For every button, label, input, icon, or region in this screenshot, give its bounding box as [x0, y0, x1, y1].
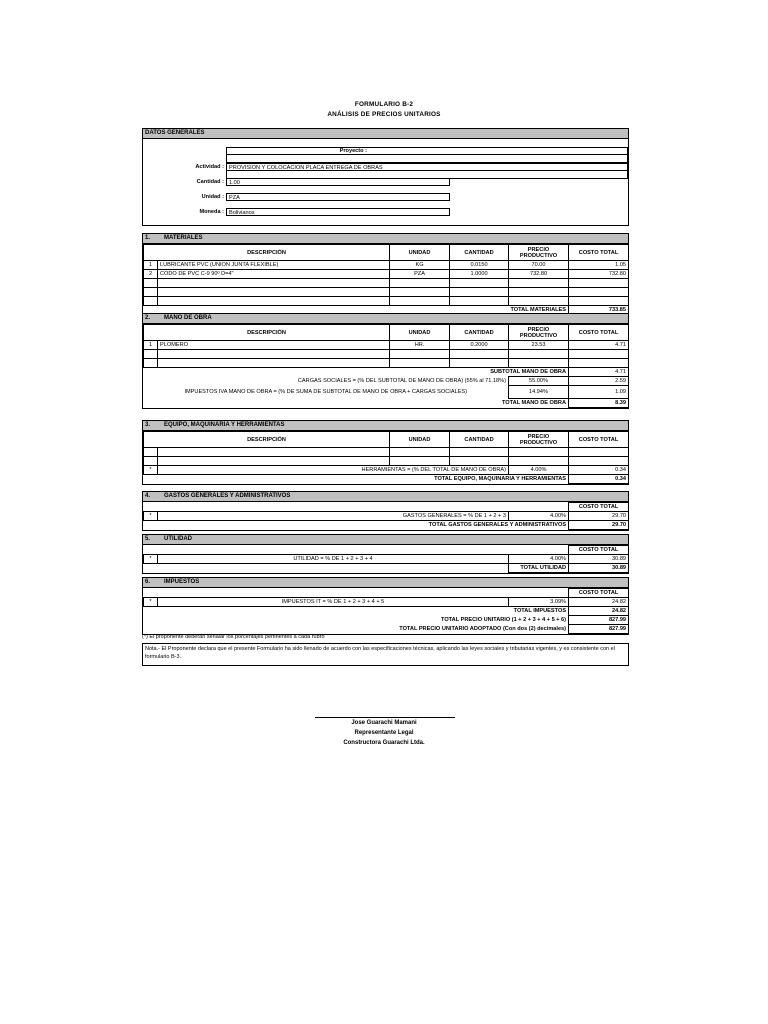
table-row-empty [144, 288, 629, 297]
labor-section [142, 313, 629, 409]
total-row: TOTAL IMPUESTOS 24.82 [144, 607, 629, 616]
signature-line [315, 717, 455, 718]
total-materials-label: TOTAL MATERIALES [510, 306, 567, 313]
overhead-section [142, 491, 629, 531]
table-header-row [144, 245, 629, 261]
currency-field: Bolivianos [226, 208, 450, 216]
section-header: 3. EQUIPO, MAQUINARIA Y HERRAMIENTAS [143, 421, 628, 431]
general-data-section [142, 128, 629, 226]
activity-field: PROVISION Y COLOCACION PLACA ENTREGA DE OBRAS [226, 163, 628, 171]
equipment-table [143, 431, 629, 484]
unit-price-total-row: TOTAL PRECIO UNITARIO (1 + 2 + 3 + 4 + 5 + 6) 827.99 [144, 616, 629, 625]
signer-role: Representante Legal [354, 730, 414, 736]
section-header: 1. MATERIALES [143, 234, 628, 244]
column-header-description: DESCRIPCIÓN [144, 245, 390, 261]
section-header: 4. GASTOS GENERALES Y ADMINISTRATIVOS [143, 492, 628, 502]
signer-name: Jose Guarachi Mamani [351, 720, 417, 726]
table-row-empty [144, 448, 629, 457]
quantity-field: 1.00 [226, 178, 450, 186]
table-row: 1 PLOMERO HR. 0.2000 23.53 4.71 [144, 341, 629, 350]
profit-section [142, 534, 629, 574]
profit-table: COSTO TOTAL * UTILIDAD = % DE 1 + 2 + 3 + 4 4.00% 30.89 TOTAL UTILIDAD 30.89 [143, 545, 629, 573]
column-header-cost: COSTO TOTAL [569, 245, 629, 261]
field-label-moneda: Moneda : [199, 209, 224, 215]
column-header-price: PRECIO PRODUCTIVO [509, 245, 569, 261]
field-label-actividad: Actividad : [195, 164, 224, 170]
total-materials-value: 733.85 [569, 306, 629, 315]
table-row-empty [144, 457, 629, 466]
field-label-unidad: Unidad : [201, 194, 224, 200]
project-field-line-2 [226, 155, 628, 163]
tools-row: * HERRAMIENTAS = (% DEL TOTAL DE MANO DE OBRA) 4.00% 0.34 [144, 466, 629, 475]
column-header-unit: UNIDAD [390, 245, 450, 261]
total-row: TOTAL MANO DE OBRA 8.39 [144, 399, 629, 408]
table-row-empty [144, 279, 629, 288]
overhead-table: COSTO TOTAL * GASTOS GENERALES = % DE 1 + 2 + 3 4.00% 29.70 TOTAL GASTOS GENERALES Y ADMINISTRATIVOS 29.70 [143, 502, 629, 530]
field-label-proyecto: Proyecto : [339, 148, 367, 154]
form-number: FORMULARIO B-2 [354, 101, 414, 108]
tax-row: * IMPUESTOS IT = % DE 1 + 2 + 3 + 4 + 5 3.09% 24.82 [144, 598, 629, 607]
labor-table [143, 324, 629, 408]
field-label-cantidad: Cantidad : [196, 179, 224, 185]
section-header: 5. UTILIDAD [143, 535, 628, 545]
table-row: 2 CODO DE PVC C-9 90º D=4" PZA 1.0000 732.80 732.80 [144, 270, 629, 279]
social-charges-row: CARGAS SOCIALES = (% DEL SUBTOTAL DE MANO DE OBRA) (55% al 71.18%) 55.00% 2.59 [144, 377, 629, 386]
table-row-empty [144, 297, 629, 306]
page-title: ANÁLISIS DE PRECIOS UNITARIOS [327, 111, 441, 118]
section-header: DATOS GENERALES [143, 129, 628, 139]
column-header-quantity: CANTIDAD [450, 245, 509, 261]
profit-row: * UTILIDAD = % DE 1 + 2 + 3 + 4 4.00% 30.89 [144, 555, 629, 564]
taxes-section [142, 577, 629, 635]
equipment-section [142, 420, 629, 485]
footnote: (*) El proponente deberán señalar los porcentajes pertinentes a cada rubro [142, 634, 325, 640]
table-row-empty [144, 350, 629, 359]
project-field [226, 147, 628, 155]
taxes-table: COSTO TOTAL * IMPUESTOS IT = % DE 1 + 2 + 3 + 4 + 5 3.09% 24.82 TOTAL IMPUESTOS 24.82 TOTAL PRECIO UNITARIO (1 + 2 + 3 + 4 + 5 + 6) 827.99 TOTAL PRECIO UNITARIO ADOPTADO (Con dos (2) decimales) 827.99 [143, 588, 629, 634]
section-header: 2. MANO DE OBRA [143, 314, 628, 324]
materials-section [142, 233, 629, 316]
materials-table [143, 244, 629, 315]
total-row: TOTAL GASTOS GENERALES Y ADMINISTRATIVOS 29.70 [144, 521, 629, 530]
total-row: TOTAL EQUIPO, MAQUINARIA Y HERRAMIENTAS 0.34 [144, 475, 629, 484]
unit-field: PZA [226, 193, 450, 201]
total-row: TOTAL UTILIDAD 30.89 [144, 564, 629, 573]
overhead-row: * GASTOS GENERALES = % DE 1 + 2 + 3 4.00% 29.70 [144, 512, 629, 521]
table-header-row: DESCRIPCIÓN UNIDAD CANTIDAD PRECIO PRODUCTIVO COSTO TOTAL [144, 325, 629, 341]
table-row: 1 LUBRICANTE PVC (UNION JUNTA FLEXIBLE) KG 0.0150 70.00 1.05 [144, 261, 629, 270]
subtotal-row: SUBTOTAL MANO DE OBRA 4.71 [144, 368, 629, 377]
section-header: 6. IMPUESTOS [143, 578, 628, 588]
table-header-row: DESCRIPCIÓN UNIDAD CANTIDAD PRECIO PRODUCTIVO COSTO TOTAL [144, 432, 629, 448]
iva-row: IMPUESTOS IVA MANO DE OBRA = (% DE SUMA DE SUBTOTAL DE MANO DE OBRA + CARGAS SOCIALES) 14.94% 1.09 [144, 386, 629, 399]
adopted-price-row: TOTAL PRECIO UNITARIO ADOPTADO (Con dos (2) decimales) 827.99 [144, 625, 629, 634]
declaration-note: Nota.- El Proponente declara que el presente Formulario ha sido llenado de acuerdo con las especificaciones técnicas, aplicando las leyes sociales y tributarias vigentes, y es consistente con el formulario B-3. [142, 643, 629, 666]
table-row-empty [144, 359, 629, 368]
signer-company: Constructora Guarachi Ltda. [343, 740, 425, 746]
